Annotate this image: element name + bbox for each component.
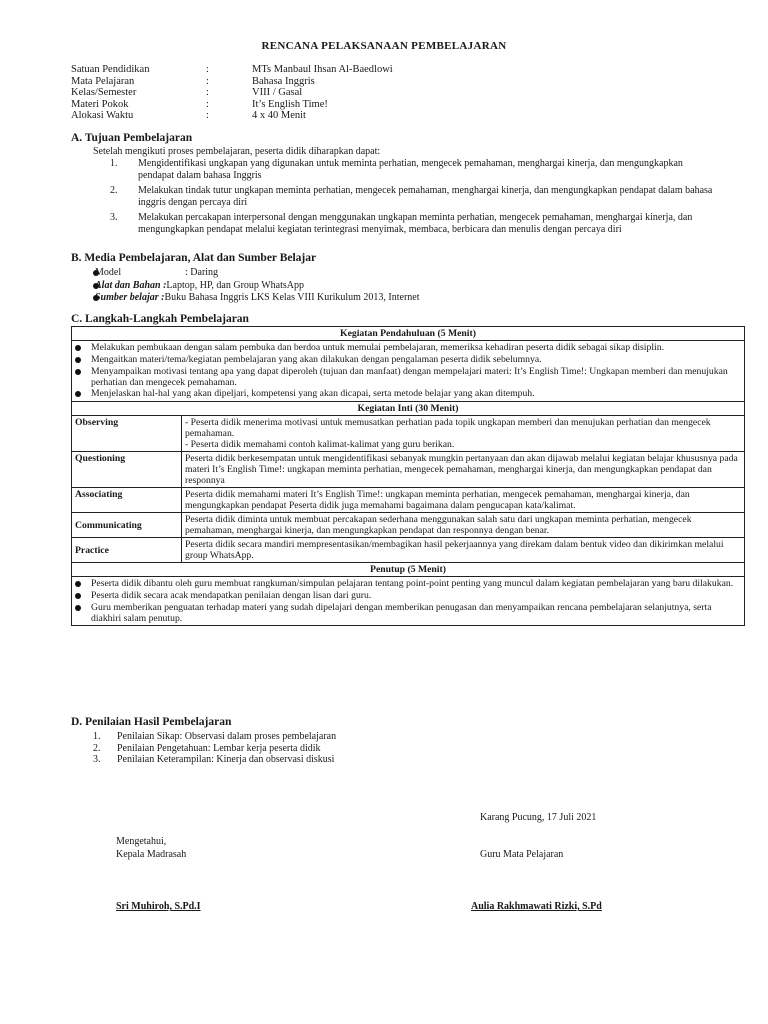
identity-label: Mata Pelajaran xyxy=(71,75,135,87)
identity-row xyxy=(71,87,393,99)
identity-colon: : xyxy=(206,64,209,75)
identity-value: MTs Manbaul Ihsan Al-Baedlowi xyxy=(252,64,393,75)
table-header: Kegiatan Inti (30 Menit) xyxy=(72,402,745,416)
list-text: Melakukan percakapan interpersonal dengan menggunakan ungkapan meminta perhatian, mengecek pemahaman, menghargai kinerja, dan mengungkapkan pendapat melalui kegiatan terintegrasi menyimak, membaca, berbicara dan menulis dengan percaya diri xyxy=(138,212,693,235)
mengetahui-label: Mengetahui, xyxy=(116,836,167,847)
identity-label: Materi Pokok xyxy=(71,98,129,110)
identity-colon: : xyxy=(206,87,209,98)
identity-colon: : xyxy=(206,110,209,121)
identity-label: Kelas/Semester xyxy=(71,87,137,98)
identity-value: Bahasa Inggris xyxy=(252,75,315,87)
list-item xyxy=(110,212,720,235)
list-text: Penilaian Pengetahuan: Lembar kerja peserta didik xyxy=(117,742,321,754)
table-header: Kegiatan Pendahuluan (5 Menit) xyxy=(72,327,745,341)
list-item xyxy=(75,354,741,366)
list-number: 3. xyxy=(110,212,118,224)
media-value: Laptop, HP, dan Group WhatsApp xyxy=(166,279,304,291)
place-date: Karang Pucung, 17 Juli 2021 xyxy=(480,812,597,823)
section-d-list xyxy=(93,731,593,766)
list-item xyxy=(93,731,593,743)
bullet-icon xyxy=(75,578,91,590)
left-signer-role: Kepala Madrasah xyxy=(116,849,187,860)
table-row xyxy=(72,513,745,538)
stage-label: Questioning xyxy=(72,452,182,488)
stage-text: Peserta didik diminta untuk membuat percakapan sederhana menggunakan salah satu dari ungkapan meminta perhatian, mengecek pemahaman, menghargai kinerja, dan mengungkapkan pendapat dan responnya dengan benar. xyxy=(182,513,745,538)
bullet-icon xyxy=(71,280,95,293)
media-value: : Daring xyxy=(185,267,219,278)
penutup-cell xyxy=(72,577,745,626)
list-item xyxy=(75,342,741,354)
stage-label: Practice xyxy=(72,538,182,563)
list-item xyxy=(71,267,691,280)
identity-value: 4 x 40 Menit xyxy=(252,110,306,121)
list-item xyxy=(75,388,741,400)
stage-text: Peserta didik secara mandiri mempresentasikan/membagikan hasil pekerjaannya yang direkam dalam bentuk video dan dikirimkan melalui group WhatsApp. xyxy=(182,538,745,563)
list-text: Mengidentifikasi ungkapan yang digunakan untuk meminta perhatian, mengecek pemahaman, menghargai kinerja, dan mengungkapkan pendapat dalam bahasa Inggris xyxy=(138,158,683,181)
list-text: Peserta didik dibantu oleh guru membuat rangkuman/simpulan pelajaran tentang point-point penting yang muncul dalam kegiatan pembelajaran yang baru dilakukan. xyxy=(91,578,734,589)
media-label: Alat dan Bahan : xyxy=(95,279,167,291)
bullet-icon xyxy=(75,602,91,624)
list-text: Melakukan tindak tutur ungkapan meminta perhatian, mengecek pemahaman, menghargai kinerja, dan mengungkapkan pendapat dalam bahasa inggris dengan percaya diri xyxy=(138,185,713,208)
list-number: 2. xyxy=(110,185,118,197)
section-d-heading: D. Penilaian Hasil Pembelajaran xyxy=(71,716,232,728)
list-item xyxy=(93,743,593,755)
section-a-intro: Setelah mengikuti proses pembelajaran, peserta didik diharapkan dapat: xyxy=(93,146,381,157)
list-item xyxy=(75,578,741,590)
stage-label: Associating xyxy=(72,488,182,513)
list-text: Penilaian Sikap: Observasi dalam proses pembelajaran xyxy=(117,731,337,742)
list-item xyxy=(75,602,741,624)
bullet-icon xyxy=(75,342,91,354)
list-text: Guru memberikan penguatan terhadap materi yang sudah dipelajari dengan memberikan penugasan dan menyampaikan rencana pembelajaran selanjutnya, serta diakhiri salam penutup. xyxy=(91,602,712,624)
table-row xyxy=(72,452,745,488)
section-b-heading: B. Media Pembelajaran, Alat dan Sumber Belajar xyxy=(71,252,317,264)
stage-label: Communicating xyxy=(72,513,182,538)
table-row xyxy=(72,538,745,563)
list-text: Mengaitkan materi/tema/kegiatan pembelajaran yang akan dilakukan dengan pengalaman peserta didik sebelumnya. xyxy=(91,354,542,365)
bullet-icon xyxy=(75,388,91,400)
right-signer-name: Aulia Rakhmawati Rizki, S.Pd xyxy=(471,901,602,912)
list-number: 1. xyxy=(110,158,118,169)
bullet-icon xyxy=(75,366,91,388)
section-a-list xyxy=(110,158,720,236)
list-text: Peserta didik secara acak mendapatkan penilaian dengan lisan dari guru. xyxy=(91,590,372,601)
list-number: 3. xyxy=(93,754,101,766)
identity-row xyxy=(71,110,393,122)
list-item xyxy=(71,280,691,293)
bullet-icon xyxy=(75,354,91,366)
list-number: 1. xyxy=(93,731,101,742)
steps-table xyxy=(71,326,745,626)
list-item xyxy=(110,185,720,208)
list-item xyxy=(71,292,691,305)
identity-row xyxy=(71,64,393,76)
media-value: Buku Bahasa Inggris LKS Kelas VIII Kurikulum 2013, Internet xyxy=(164,292,420,304)
section-a-heading: A. Tujuan Pembelajaran xyxy=(71,132,193,144)
bullet-icon xyxy=(71,267,95,280)
identity-label: Alokasi Waktu xyxy=(71,110,134,121)
identity-value: VIII / Gasal xyxy=(252,87,303,98)
left-signer-name: Sri Muhiroh, S.Pd.I xyxy=(116,901,201,912)
list-item xyxy=(75,590,741,602)
list-item xyxy=(75,366,741,388)
identity-label: Satuan Pendidikan xyxy=(71,64,150,75)
media-label: Sumber belajar : xyxy=(95,292,165,304)
identity-colon: : xyxy=(206,75,209,87)
bullet-icon xyxy=(71,292,95,305)
list-text: Penilaian Keterampilan: Kinerja dan observasi diskusi xyxy=(117,754,335,766)
table-header: Penutup (5 Menit) xyxy=(72,563,745,577)
list-text: Melakukan pembukaan dengan salam pembuka dan berdoa untuk memulai pembelajaran, memeriksa kehadiran peserta didik sebagai sikap disiplin. xyxy=(91,342,664,353)
page-title: RENCANA PELAKSANAAN PEMBELAJARAN xyxy=(261,40,507,52)
bullet-icon xyxy=(75,590,91,602)
identity-colon: : xyxy=(206,98,209,110)
identity-block xyxy=(71,64,393,122)
list-number: 2. xyxy=(93,742,101,754)
stage-text: Peserta didik memahami materi It’s English Time!: ungkapan meminta perhatian, mengecek pemahaman, menghargai kinerja, dan mengungkapkan pendapat Peserta didik juga memahami bagaimana dalam pengucapan kata/kalimat. xyxy=(182,488,745,513)
list-item xyxy=(93,754,593,766)
pendahuluan-cell xyxy=(72,341,745,402)
list-text: Menjelaskan hal-hal yang akan dipeljari, kompetensi yang akan dicapai, serta metode belajar yang akan ditempuh. xyxy=(91,388,535,399)
table-row xyxy=(72,416,745,452)
stage-text: - Peserta didik menerima motivasi untuk memusatkan perhatian pada topik ungkapan memberi dan menujukan perhatian dan mengecek pemahaman. - Peserta didik memahami contoh kalimat-kalimat yang guru berikan. xyxy=(182,416,745,452)
list-item xyxy=(110,158,720,181)
identity-row xyxy=(71,76,393,88)
stage-text: Peserta didik berkesempatan untuk mengidentifikasi sebanyak mungkin pertanyaan dan akan dijawab melalui kegiatan belajar khususnya pada materi It’s English Time!: ungkapan meminta perhatian, mengecek pemahaman, menghargai kinerja, dan mengungkapkan pendapat dan responnya xyxy=(182,452,745,488)
identity-row xyxy=(71,99,393,111)
media-label: Model xyxy=(95,267,122,278)
stage-label: Observing xyxy=(72,416,182,452)
identity-value: It’s English Time! xyxy=(252,98,328,110)
list-text: Menyampaikan motivasi tentang apa yang dapat diperoleh (tujuan dan manfaat) dengan mempelajari materi: It’s English Time!: Ungkapan memberi dan menujukan perhatian dan mengecek pemahaman. xyxy=(91,366,728,388)
right-signer-role: Guru Mata Pelajaran xyxy=(480,849,564,860)
section-c-heading: C. Langkah-Langkah Pembelajaran xyxy=(71,313,249,325)
section-b-list xyxy=(71,267,691,305)
table-row xyxy=(72,488,745,513)
